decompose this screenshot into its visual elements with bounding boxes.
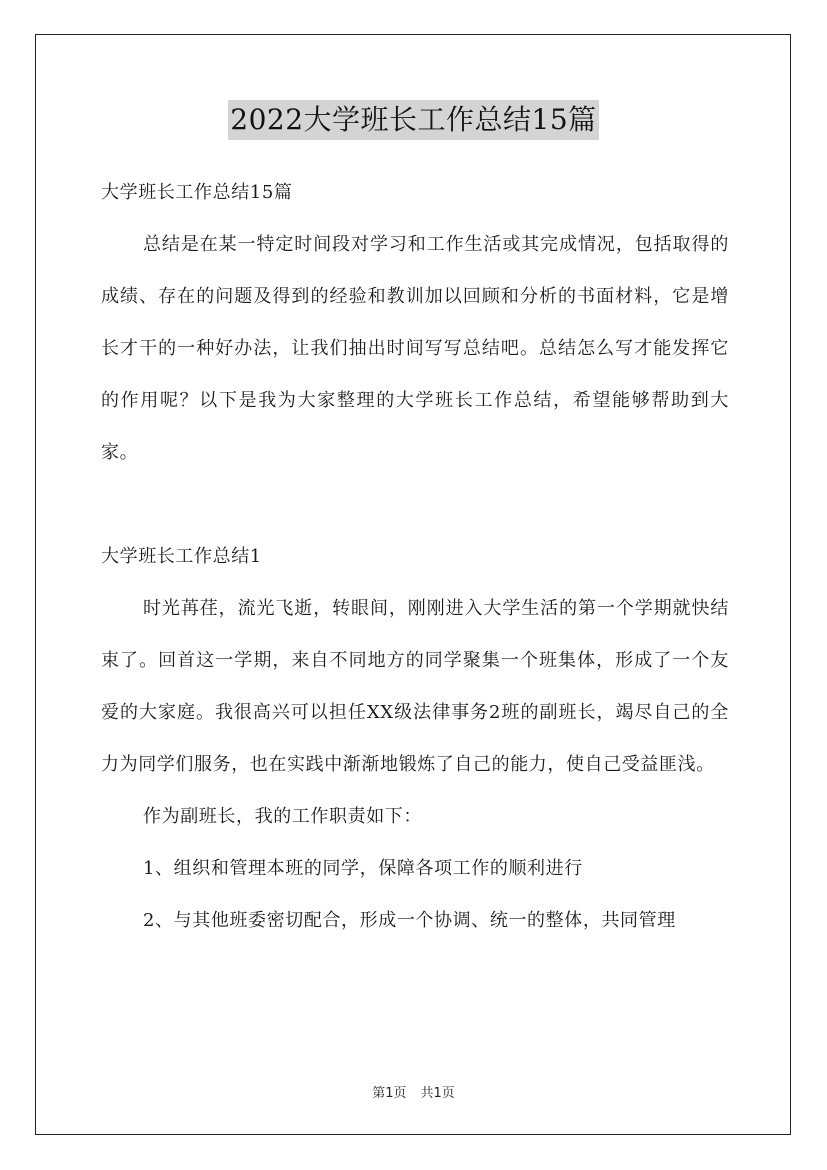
subtitle: 大学班长工作总结15篇	[101, 182, 293, 203]
intro-paragraph: 总结是在某一特定时间段对学习和工作生活或其完成情况，包括取得的成绩、存在的问题及得到的经验和教训加以回顾和分析的书面材料，它是增长才干的一种好办法，让我们抽出时间写写总结吧。总结怎么写才能发挥它的作用呢？以下是我为大家整理的大学班长工作总结，希望能够帮助到大家。	[101, 234, 729, 463]
document-body	[101, 167, 729, 947]
document-title: 2022大学班长工作总结15篇	[228, 100, 598, 140]
section-heading: 大学班长工作总结1	[101, 546, 262, 567]
page-number: 第1页	[372, 1086, 407, 1101]
duty-item-1: 1、组织和管理本班的同学，保障各项工作的顺利进行	[143, 858, 583, 879]
paragraph-gap	[101, 479, 729, 531]
page-footer	[0, 1082, 827, 1101]
section-paragraph-2: 作为副班长，我的工作职责如下：	[143, 806, 422, 827]
duty-item-2: 2、与其他班委密切配合，形成一个协调、统一的整体，共同管理	[143, 910, 676, 931]
page-total: 共1页	[420, 1086, 455, 1101]
title-wrapper	[0, 100, 827, 140]
section-paragraph-1: 时光苒荏，流光飞逝，转眼间，刚刚进入大学生活的第一个学期就快结束了。回首这一学期，来自不同地方的同学聚集一个班集体，形成了一个友爱的大家庭。我很高兴可以担任XX级法律事务2班的副班长，竭尽自己的全力为同学们服务，也在实践中渐渐地锻炼了自己的能力，使自己受益匪浅。	[101, 598, 729, 775]
